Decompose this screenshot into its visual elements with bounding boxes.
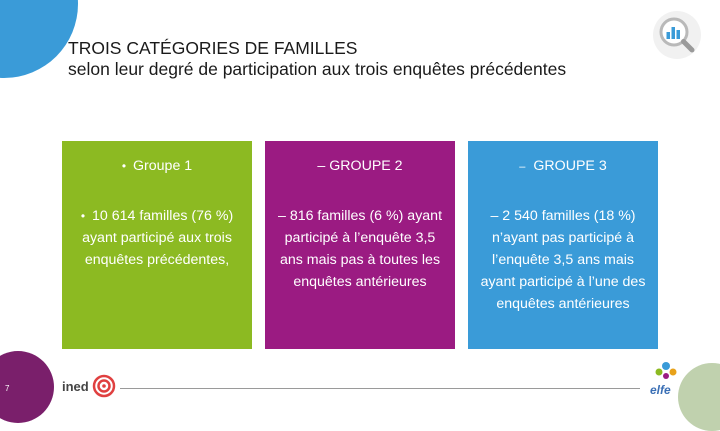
group-3-body: – 2 540 familles (18 %) n’ayant pas participé à l’enquête 3,5 ans mais ayant participé à l’une des enquêtes antérieures — [480, 208, 646, 312]
group-3-card — [468, 141, 658, 349]
elfe-logo-text: elfe — [650, 383, 671, 397]
ined-logo-text: ined — [62, 378, 89, 394]
ined-spiral-icon — [92, 374, 116, 398]
footer-divider — [120, 388, 640, 389]
page-number: 7 — [5, 384, 10, 393]
title-line-1: TROIS CATÉGORIES DE FAMILLES — [68, 38, 358, 58]
group-1-body — [74, 205, 240, 271]
group-1-header — [74, 155, 240, 177]
search-chart-icon — [652, 10, 702, 60]
group-2-header: – GROUPE 2 — [317, 158, 403, 174]
group-1-header-label: Groupe 1 — [133, 158, 193, 174]
group-2-card — [265, 141, 455, 349]
group-3-header-label: GROUPE 3 — [533, 158, 607, 174]
group-3-header — [480, 155, 646, 177]
group-2-body: – 816 familles (6 %) ayant participé à l’enquête 3,5 ans mais pas à toutes les enquêtes antérieures — [277, 208, 443, 290]
corner-decoration-blue — [0, 0, 78, 78]
slide-title — [68, 38, 718, 80]
title-line-2: selon leur degré de participation aux trois enquêtes précédentes — [68, 59, 567, 79]
bullet-dot-icon: • — [80, 209, 86, 223]
group-1-body-text: 10 614 familles (76 %) ayant participé aux trois enquêtes précédentes, — [82, 208, 234, 268]
group-1-card — [62, 141, 252, 349]
dash-icon: – — [519, 161, 526, 173]
bullet-dot-icon: • — [121, 159, 127, 173]
ined-logo — [62, 374, 116, 398]
